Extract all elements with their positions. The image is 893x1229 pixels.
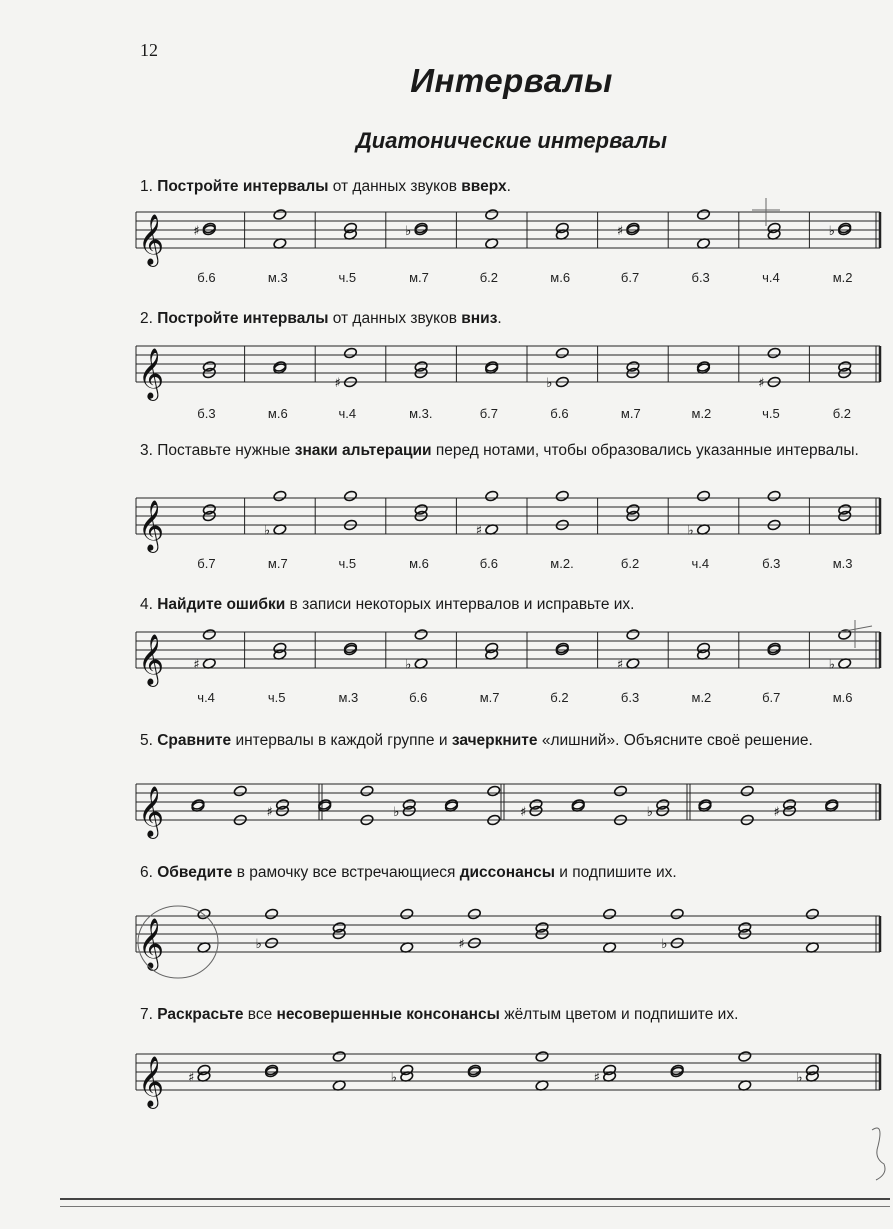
whole-note xyxy=(696,490,710,502)
treble-clef-icon: 𝄞 xyxy=(138,348,165,399)
task-text-run: диссонансы xyxy=(459,864,555,881)
task-text-run: . xyxy=(497,310,502,327)
task-text-run: от данных звуков xyxy=(328,310,462,327)
interval-label: ч.5 xyxy=(338,556,357,571)
sharp-icon: ♯ xyxy=(593,1070,600,1086)
sharp-icon: ♯ xyxy=(520,805,527,820)
page-edge-line xyxy=(60,1206,890,1207)
sharp-icon: ♯ xyxy=(475,523,482,539)
task-text-run: знаки альтерации xyxy=(294,442,432,459)
task-text-run: Сравните xyxy=(157,732,232,749)
interval-label: м.3 xyxy=(338,690,359,705)
interval-label: м.6 xyxy=(550,270,571,285)
interval-label: б.7 xyxy=(479,406,498,421)
whole-note xyxy=(273,490,287,502)
interval-label: б.2 xyxy=(479,270,498,285)
flat-icon: ♭ xyxy=(687,523,694,539)
interval-label: м.7 xyxy=(479,690,500,705)
task-number: 1. xyxy=(140,178,158,195)
whole-note xyxy=(485,209,499,221)
task-text-run: Поставьте нужные xyxy=(157,442,295,459)
sharp-icon: ♯ xyxy=(334,376,341,391)
flat-icon: ♭ xyxy=(646,805,653,820)
task-number: 6. xyxy=(140,864,158,881)
task-number: 3. xyxy=(140,442,158,459)
interval-label: б.2 xyxy=(832,406,851,421)
pencil-mark xyxy=(840,626,872,632)
interval-label: м.2 xyxy=(691,406,712,421)
treble-clef-icon: 𝄞 xyxy=(138,634,165,685)
task-number: 2. xyxy=(140,310,158,327)
treble-clef-icon: 𝄞 xyxy=(138,214,165,265)
interval-label: б.6 xyxy=(479,556,498,571)
sharp-icon: ♯ xyxy=(193,657,200,673)
flat-icon: ♭ xyxy=(546,376,553,391)
interval-label: м.3. xyxy=(409,406,433,421)
sharp-icon: ♯ xyxy=(193,224,200,239)
sharp-icon: ♯ xyxy=(266,805,273,820)
whole-note xyxy=(555,347,569,359)
whole-note xyxy=(265,908,279,920)
flat-icon: ♭ xyxy=(405,657,412,673)
treble-clef-icon: 𝄞 xyxy=(138,918,165,969)
whole-note xyxy=(414,629,428,641)
whole-note xyxy=(805,908,819,920)
whole-note xyxy=(738,1051,752,1063)
treble-clef-icon: 𝄞 xyxy=(138,500,165,551)
flat-icon: ♭ xyxy=(393,805,400,820)
task-text-run: в записи некоторых интервалов и исправьте их. xyxy=(285,596,635,613)
task-text-run: интервалы в каждой группе и xyxy=(231,732,452,749)
interval-label: м.3 xyxy=(267,270,288,285)
task-number: 7. xyxy=(140,1006,158,1023)
interval-label: б.7 xyxy=(197,556,216,571)
page-title: Интервалы xyxy=(410,62,613,99)
interval-label: м.7 xyxy=(409,270,429,285)
task-text-run: вверх xyxy=(461,178,507,195)
page-number: 12 xyxy=(140,40,158,60)
interval-label: б.2 xyxy=(620,556,640,571)
interval-label: б.2 xyxy=(550,690,569,705)
task-text-run: . xyxy=(506,178,511,195)
interval-label: ч.4 xyxy=(691,556,710,571)
interval-label: м.2. xyxy=(550,556,574,571)
sharp-icon: ♯ xyxy=(188,1070,195,1086)
treble-clef-icon: 𝄞 xyxy=(138,1056,165,1107)
sharp-icon: ♯ xyxy=(758,376,765,391)
flat-icon: ♭ xyxy=(828,224,835,239)
interval-label: б.3 xyxy=(197,406,216,421)
interval-label: ч.5 xyxy=(762,406,780,421)
interval-label: ч.4 xyxy=(197,690,215,705)
interval-label: б.7 xyxy=(762,690,781,705)
sharp-icon: ♯ xyxy=(773,805,780,820)
interval-label: м.6 xyxy=(409,556,429,571)
whole-note xyxy=(400,908,414,920)
whole-note xyxy=(487,785,501,797)
task-text-run: жёлтым цветом и подпишите их. xyxy=(499,1006,739,1023)
whole-note xyxy=(767,490,781,502)
interval-label: б.6 xyxy=(550,406,569,421)
interval-label: м.7 xyxy=(620,406,641,421)
interval-label: м.6 xyxy=(832,690,853,705)
task-text-run: от данных звуков xyxy=(328,178,462,195)
task-text-run: Найдите ошибки xyxy=(157,596,286,613)
whole-note xyxy=(696,209,710,221)
task-text-run: «лишний». Объясните своё решение. xyxy=(537,732,813,749)
whole-note xyxy=(626,629,640,641)
task-text-run: зачеркните xyxy=(451,732,538,749)
whole-note xyxy=(535,1051,549,1063)
interval-label: м.6 xyxy=(267,406,288,421)
whole-note xyxy=(740,785,754,797)
whole-note xyxy=(603,908,617,920)
pencil-mark xyxy=(872,1128,885,1180)
interval-label: б.3 xyxy=(762,556,781,571)
task-text-run: перед нотами, чтобы образовались указанные интервалы. xyxy=(431,442,859,459)
whole-note xyxy=(360,785,374,797)
flat-icon: ♭ xyxy=(405,224,412,239)
sharp-icon: ♯ xyxy=(616,224,624,239)
interval-label: б.3 xyxy=(691,270,710,285)
task-text-run: и подпишите их. xyxy=(554,864,677,881)
task-text-run: все xyxy=(243,1006,277,1023)
whole-note xyxy=(767,347,781,359)
flat-icon: ♭ xyxy=(255,937,262,952)
flat-icon: ♭ xyxy=(661,937,668,952)
interval-label: б.3 xyxy=(620,690,640,705)
flat-icon: ♭ xyxy=(263,523,271,539)
treble-clef-icon: 𝄞 xyxy=(138,786,165,837)
whole-note xyxy=(555,490,569,502)
task-number: 5. xyxy=(140,732,158,749)
flat-icon: ♭ xyxy=(390,1070,397,1086)
flat-icon: ♭ xyxy=(828,657,835,673)
interval-label: б.6 xyxy=(197,270,216,285)
task-text-run: в рамочку все встречающиеся xyxy=(232,864,460,881)
whole-note xyxy=(332,1051,346,1063)
interval-label: б.7 xyxy=(620,270,640,285)
interval-label: м.2 xyxy=(832,270,853,285)
interval-label: ч.5 xyxy=(267,690,286,705)
sharp-icon: ♯ xyxy=(458,937,465,952)
task-text-run: Постройте интервалы xyxy=(157,178,329,195)
flat-icon: ♭ xyxy=(796,1070,803,1086)
interval-label: м.3 xyxy=(832,556,853,571)
whole-note xyxy=(467,908,481,920)
interval-label: м.2 xyxy=(691,690,712,705)
task-text-run: несовершенные консонансы xyxy=(276,1006,500,1023)
whole-note xyxy=(670,908,684,920)
interval-label: ч.4 xyxy=(338,406,357,421)
interval-label: м.7 xyxy=(267,556,288,571)
task-text-run: вниз xyxy=(461,310,498,327)
whole-note xyxy=(343,490,357,502)
page-edge-line xyxy=(60,1198,890,1200)
whole-note xyxy=(485,490,499,502)
whole-note xyxy=(202,629,216,641)
whole-note xyxy=(233,785,247,797)
task-text-run: Постройте интервалы xyxy=(157,310,329,327)
whole-note xyxy=(343,347,357,359)
whole-note xyxy=(613,785,627,797)
whole-note xyxy=(273,209,287,221)
interval-label: ч.4 xyxy=(762,270,780,285)
task-text-run: Обведите xyxy=(157,864,233,881)
task-text-run: Раскрасьте xyxy=(157,1006,244,1023)
section-title: Диатонические интервалы xyxy=(355,128,668,153)
task-number: 4. xyxy=(140,596,158,613)
interval-label: б.6 xyxy=(409,690,428,705)
interval-label: ч.5 xyxy=(338,270,357,285)
sharp-icon: ♯ xyxy=(616,657,624,673)
